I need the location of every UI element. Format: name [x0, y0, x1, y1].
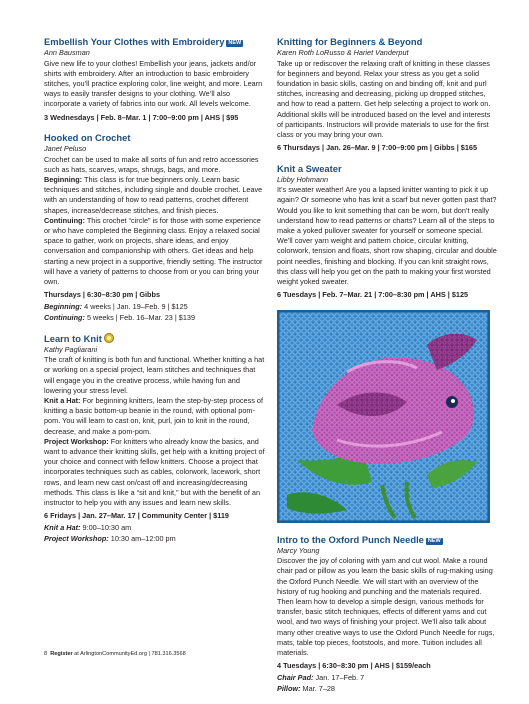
- course-description: [44, 396, 267, 437]
- course-description: [44, 355, 267, 396]
- schedule-label: Knit a Hat:: [44, 522, 81, 532]
- course-description: [277, 185, 497, 287]
- course-title: [44, 333, 267, 345]
- instructor-name: Kathy Pagliarani: [44, 344, 98, 354]
- course-description: [44, 59, 267, 110]
- fish-rug-image: [277, 310, 490, 523]
- featured-star-icon: [104, 333, 114, 343]
- schedule-label: Project Workshop:: [44, 534, 109, 544]
- course-knit-a-sweater: [277, 163, 497, 301]
- course-schedule: [44, 313, 267, 324]
- course-schedule: [277, 684, 497, 695]
- course-title: [44, 36, 267, 48]
- course-embellish-your-clothes-with-embroidery: [44, 36, 267, 123]
- schedule-text: 6 Fridays | Jan. 27–Mar. 17 | Community Center | $119: [44, 511, 229, 521]
- schedule-text: Jan. 17–Feb. 7: [313, 672, 365, 682]
- description-text: For beginning knitters, learn the step-by-step process of knitting a basic bottom-up beanie in the round, with optional pom-pom. You will learn to cast on, knit, purl, join to knit in the round, decrease, and make a pom-pom.: [44, 395, 264, 436]
- schedule-text: 3 Wednesdays | Feb. 8–Mar. 1 | 7:00–9:00 pm | AHS | $95: [44, 112, 239, 122]
- course-learn-to-knit: [44, 333, 267, 545]
- punch-needle-fish-photo: [277, 310, 490, 523]
- schedule-label: Chair Pad:: [277, 672, 314, 682]
- course-schedule: [44, 534, 267, 545]
- description-text: Discover the joy of coloring with yarn and cut wool. Make a round chair pad or pillow as you learn the basic skills of rug-making using the Oxford Punch Needle. We will start with an overview of the history of rug hooking and punching and the materials required. Then learn how to develop a simple design, various methods for transfer, basic stitch techniques, effects of different yarns and cut wool, and two ways of finishing your project. We’ll also talk about many other creative ways to use the Oxford Punch Needle for rugs, mats, table top pieces, footstools, and more. Tuition includes all materials.: [277, 556, 495, 657]
- right-bottom-courses: [277, 534, 497, 695]
- course-title-text: Knit a Sweater: [277, 162, 342, 174]
- register-label: Register: [50, 651, 73, 657]
- schedule-text: Mar. 7–28: [300, 684, 335, 694]
- course-intro-to-the-oxford-punch-needle: [277, 534, 497, 695]
- course-schedule: [277, 143, 497, 154]
- course-title: [277, 534, 497, 546]
- schedule-text: 10:30 am–12:00 pm: [108, 534, 176, 544]
- course-title-text: Hooked on Crochet: [44, 132, 131, 144]
- course-title: [44, 132, 267, 144]
- instructor-name: Ann Bausman: [44, 48, 90, 57]
- instructor-name: Libby Hohmann: [277, 174, 329, 184]
- schedule-text: 4 Tuesdays | 6:30–8:30 pm | AHS | $159/each: [277, 661, 431, 671]
- instructor-name: Karen Roth LoRusso & Hariet Vanderput: [277, 48, 409, 57]
- schedule-label: Pillow:: [277, 684, 301, 694]
- section-label: Continuing:: [44, 215, 85, 225]
- course-title: [277, 36, 497, 48]
- description-text: This class is for true beginners only. Learn basic techniques and stitches, including single and double crochet. Leave with an understanding of how to read patterns, crochet different shapes, increase/decrease stitches, and finish pieces.: [44, 174, 263, 215]
- schedule-text: 6 Thursdays | Jan. 26–Mar. 9 | 7:00–9:00 pm | Gibbs | $165: [277, 143, 478, 153]
- schedule-label: Continuing:: [44, 313, 85, 323]
- description-text: The craft of knitting is both fun and functional. Whether knitting a hat or working on a special project, learn stitches and techniques that will engage you in the creative process, while having fun and lowering your stress level.: [44, 355, 265, 395]
- course-schedule: [277, 673, 497, 684]
- schedule-text: Thursdays | 6:30–8:30 pm | Gibbs: [44, 290, 161, 300]
- description-text: Crochet can be used to make all sorts of fun and retro accessories such as hats, scarves, wraps, shrugs, bags, and more.: [44, 154, 259, 174]
- description-text: Give new life to your clothes! Embellish your jeans, jackets and/or shirts with embroidery. After an introduction to basic embroidery stitches, you’ll practice exploring color, line weight, and more. Learn ways to easily transfer designs to your clothing. We’ll also incorporate a variety of fabrics into our work. All levels welcome.: [44, 58, 263, 109]
- register-info: at ArlingtonCommunityEd.org | 781.316.3568: [72, 651, 186, 657]
- course-hooked-on-crochet: [44, 132, 267, 324]
- schedule-text: 4 weeks | Jan. 19–Feb. 9 | $125: [82, 301, 188, 311]
- description-text: It’s sweater weather! Are you a lapsed knitter wanting to pick it up again? Or someone who has knit a scarf but never gotten past that? Would you like to knit something that can be worn, but don’t really understand how to read patterns or charts? Learn all of the steps to make a yoked pullover sweater for yourself or someone special. We’ll cover yarn weight and pattern choice, circular knitting, colorwork, tension and floats, short row shaping, circular and double point needles, finishing and blocking. If you can knit straight rows, this class will help you get on the path to making your first worsted weight yoked sweater.: [277, 185, 497, 286]
- course-title-text: Intro to the Oxford Punch Needle: [277, 533, 424, 545]
- course-knitting-for-beginners-beyond: [277, 36, 497, 154]
- course-description: [277, 59, 497, 141]
- right-top-courses: [277, 36, 497, 301]
- course-schedule: [44, 523, 267, 534]
- left-column: [44, 36, 267, 554]
- course-description: [44, 155, 267, 175]
- course-schedule: [44, 302, 267, 313]
- description-text: Take up or rediscover the relaxing craft of knitting in these classes for beginners and beyond. Relax your stress as you get a solid foundation in basic skills, casting on and binding off, knit and purl stitches, increasing and decreasing, picking up dropped stitches, and how to read a pattern. Get help selecting a project to work on. Additional skills will be introduced based on the level and interests of participants. Instructors will provide materials to use for the first class or you may bring your own.: [277, 58, 491, 139]
- section-label: Beginning:: [44, 174, 83, 184]
- schedule-label: Beginning:: [44, 301, 83, 311]
- course-description: [44, 437, 267, 508]
- course-title-text: Embellish Your Clothes with Embroidery: [44, 36, 225, 47]
- course-title: [277, 163, 497, 175]
- schedule-text: 9:00–10:30 am: [80, 522, 132, 532]
- course-title-text: Learn to Knit: [44, 332, 102, 344]
- course-schedule: [44, 290, 267, 301]
- course-schedule: [277, 290, 497, 301]
- schedule-text: 5 weeks | Feb. 16–Mar. 23 | $139: [84, 313, 196, 323]
- course-title-text: Knitting for Beginners & Beyond: [277, 36, 423, 47]
- new-badge: NEW: [228, 40, 242, 46]
- course-description: [44, 216, 267, 287]
- page-footer: [44, 651, 186, 657]
- description-text: This crochet “circle” is for those with some experience or who have completed the Beginning class. Enjoy a relaxed social space to gather, work on projects, share ideas, and enjoy conversation and companionship with others. Get ideas and help starting a new project in a supportive, friendly setting. The instructor will have a variety of patterns to choose from or you can bring your own.: [44, 215, 263, 286]
- section-label: Project Workshop:: [44, 436, 109, 446]
- page-number: 8: [44, 651, 48, 657]
- course-schedule: [44, 113, 267, 124]
- instructor-name: Marcy Young: [277, 545, 320, 555]
- right-column: [277, 36, 497, 704]
- course-schedule: [44, 511, 267, 522]
- course-schedule: [277, 661, 497, 672]
- course-description: [277, 556, 497, 658]
- instructor-name: Janet Peluso: [44, 144, 87, 154]
- schedule-text: 6 Tuesdays | Feb. 7–Mar. 21 | 7:00–8:30 pm | AHS | $125: [277, 290, 469, 300]
- course-description: [44, 175, 267, 216]
- description-text: For knitters who already know the basics, and want to advance their knitting skills, get help with a knitting project of your choice and connect with fellow knitters. Choose a project that incorporates techniques such as cables, colorwork, lacework, short rows, and learn new cast on/cast off and increasing/decreasing methods. This class is like a “sit and knit,” but with the benefit of an instructor to help you with any issues and learn new skills.: [44, 436, 265, 507]
- section-label: Knit a Hat:: [44, 395, 81, 405]
- new-badge: NEW: [427, 537, 441, 544]
